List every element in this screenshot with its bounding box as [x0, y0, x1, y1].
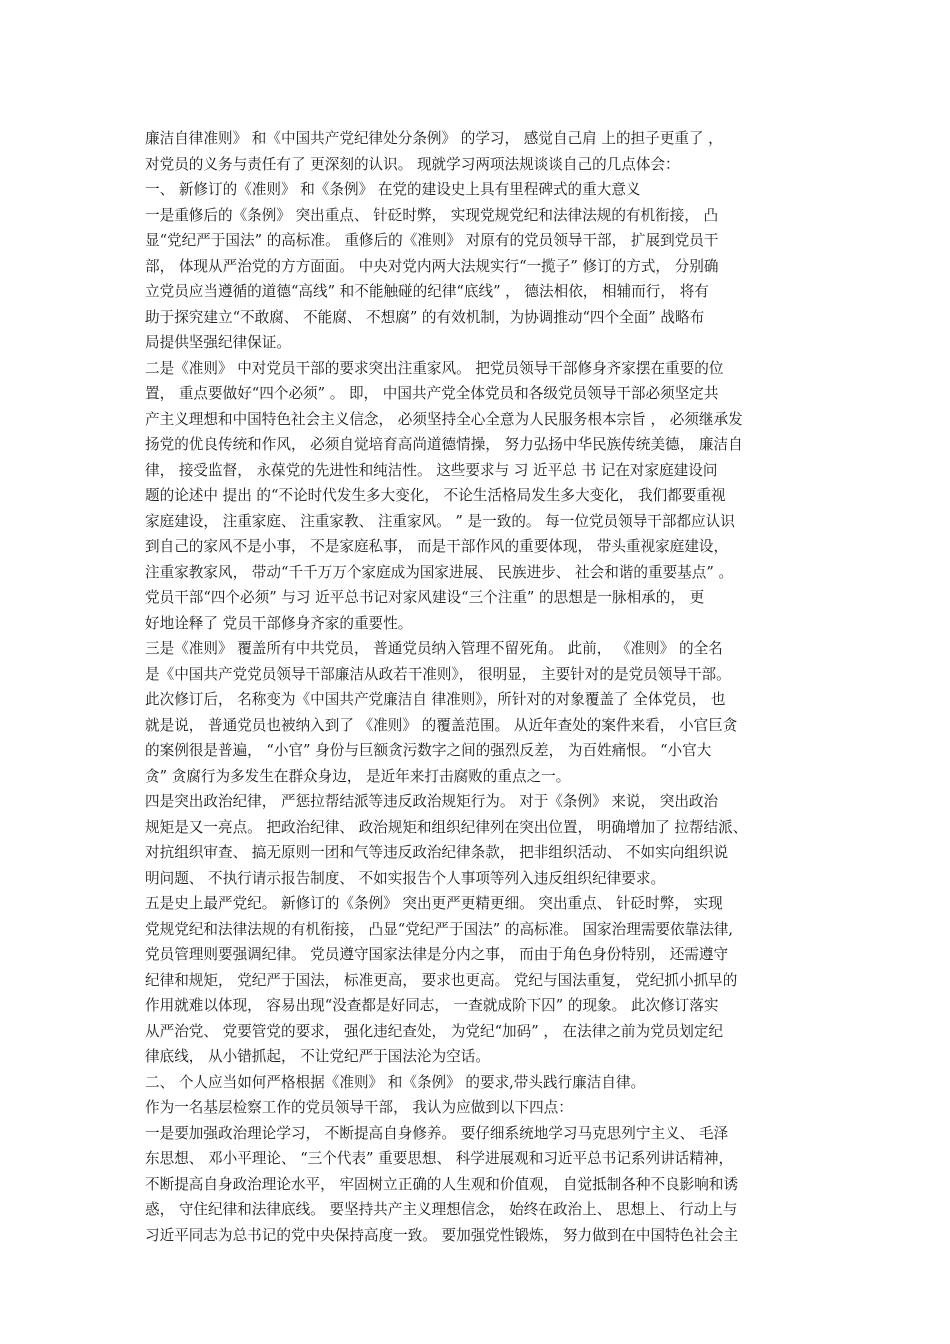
- section-heading: 二、 个人应当如何严格根据《准则》 和《条例》 的要求,带头践行廉洁自律。: [145, 1073, 646, 1091]
- text-line: 党规党纪和法律法规的有机衔接， 凸显“党纪严于国法” 的高标准。 国家治理需要依靠法律,: [145, 920, 734, 938]
- text-line: 廉洁自律准则》 和《中国共产党纪律处分条例》 的学习， 感觉自己肩 上的担子更重了 ，: [145, 130, 723, 147]
- text-line: 题的论述中 提出 的“不论时代发生多大变化， 不论生活格局发生多大变化， 我们都要重视: [145, 487, 726, 504]
- text-line: 作为一名基层检察工作的党员领导干部， 我认为应做到以下四点：: [145, 1099, 573, 1116]
- text-line: 律底线， 从小错抓起， 不让党纪严于国法沦为空话。: [145, 1048, 490, 1065]
- text-line: 对抗组织审查、 搞无原则一团和气等违反政治纪律条款， 把非组织活动、 不如实向组织说: [145, 844, 729, 861]
- text-line: 惑， 守住纪律和法律底线。 要坚持共产主义理想信念， 始终在政治上、 思想上、 行动上与: [145, 1201, 738, 1218]
- text-line: 东思想、 邓小平理论、 “三个代表” 重要思想、 科学进展观和习近平总书记系列讲话精神，: [145, 1150, 734, 1167]
- text-line: 好地诠释了 党员干部修身齐家的重要性。: [145, 614, 413, 632]
- text-line: 立党员应当遵循的道德“高线” 和不能触碰的纪律“底线” ， 德法相依， 相辅而行， 将有: [145, 283, 709, 300]
- text-line: 到自己的家风不是小事， 不是家庭私事， 而是干部作风的重要体现， 带头重视家庭建设，: [145, 538, 729, 555]
- text-line: 党员干部“四个必须” 与习 近平总书记对家风建设“三个注重” 的思想是一脉相承的， 更: [145, 589, 705, 606]
- text-line: 贪” 贪腐行为多发生在群众身边， 是近年来打击腐败的重点之一。: [145, 767, 571, 785]
- text-line: 一是要加强政治理论学习， 不断提高自身修养。 要仔细系统地学习马克思列宁主义、 毛泽: [145, 1124, 729, 1142]
- text-line: 三是《准则》 覆盖所有中共党员， 普通党员纳入管理不留死角。 此前， 《准则》 的全名: [145, 640, 723, 657]
- document-body: [145, 126, 813, 1248]
- text-line: 扬党的优良传统和作风， 必须自觉培育高尚道德情操， 努力弘扬中华民族传统美德， 廉洁自: [145, 436, 743, 453]
- text-line: 是《中国共产党党员领导干部廉洁从政若干准则》， 很明显， 主要针对的是党员领导干部。: [145, 665, 731, 683]
- text-line: 习近平同志为总书记的党中央保持高度一致。 要加强党性锻炼， 努力做到在中国特色社会主: [145, 1226, 739, 1244]
- text-line: 不断提高自身政治理论水平， 牢固树立正确的人生观和价值观， 自觉抵制各种不良影响和诱: [145, 1175, 739, 1193]
- text-line: 五是史上最严党纪。 新修订的《条例》 突出更严更精更细。 突出重点、 针砭时弊， 实现: [145, 895, 723, 912]
- text-line: 对党员的义务与责任有了 更深刻的认识。 现就学习两项法规谈谈自己的几点体会：: [145, 155, 680, 173]
- text-line: 显“党纪严于国法” 的高标准。 重修后的《准则》 对原有的党员领导干部， 扩展到党员干: [145, 232, 719, 249]
- text-line: 家庭建设， 注重家庭、 注重家教、 注重家风。 ” 是一致的。 每一位党员领导干部都应认识: [145, 512, 735, 530]
- text-line: 产主义理想和中国特色社会主义信念， 必须坚持全心全意为人民服务根本宗旨 ， 必须继承发: [145, 410, 743, 428]
- text-line: 助于探究建立“不敢腐、 不能腐、 不想腐” 的有效机制，为协调推动“四个全面” 战略布: [145, 308, 705, 326]
- text-line: 就是说， 普通党员也被纳入到了 《准则》 的覆盖范围。 从近年查处的案件来看， 小官巨贪: [145, 716, 738, 734]
- text-line: 此次修订后， 名称变为《中国共产党廉洁自 律准则》，所针对的对象覆盖了 全体党员， 也: [145, 691, 726, 708]
- text-line: 律， 接受监督， 永葆党的先进性和纯洁性。 这些要求与 习 近平总 书 记在对家庭建设问: [145, 461, 718, 479]
- text-line: 四是突出政治纪律， 严惩拉帮结派等违反政治规矩行为。 对于《条例》 来说， 突出政治: [145, 793, 719, 810]
- text-line: 的案例很是普遍， “小官” 身份与巨额贪污数字之间的强烈反差， 为百姓痛恨。 “小官大: [145, 742, 712, 759]
- section-heading: 一、 新修订的《准则》 和《条例》 在党的建设史上具有里程碑式的重大意义: [145, 181, 641, 198]
- text-line: 党员管理则要强调纪律。 党员遵守国家法律是分内之事， 而由于角色身份特别， 还需遵守: [145, 946, 729, 963]
- text-line: 纪律和规矩， 党纪严于国法， 标准更高， 要求也更高。 党纪与国法重复， 党纪抓小抓早的: [145, 971, 738, 989]
- text-line: 局提供坚强纪律保证。: [145, 334, 291, 351]
- text-line: 作用就难以体现， 容易出现“没查都是好同志， 一查就成阶下囚” 的现象。 此次修订落实: [145, 997, 719, 1014]
- text-line: 置， 重点要做好“四个必须” 。 即， 中国共产党全体党员和各级党员领导干部必须坚定共: [145, 385, 719, 402]
- text-line: 一是重修后的《条例》 突出重点、 针砭时弊， 实现党规党纪和法律法规的有机衔接， 凸: [145, 206, 719, 224]
- text-line: 部， 体现从严治党的方方面面。 中央对党内两大法规实行“一揽子” 修订的方式， 分别确: [145, 257, 719, 275]
- text-line: 明问题、 不执行请示报告制度、 不如实报告个人事项等列入违反组织纪律要求。: [145, 869, 666, 887]
- text-line: 二是《准则》 中对党员干部的要求突出注重家风。 把党员领导干部修身齐家摆在重要的位: [145, 359, 724, 377]
- text-line: 注重家教家风， 带动“千千万万个家庭成为国家进展、 民族进步、 社会和谐的重要基点” 。: [145, 563, 734, 581]
- text-line: 规矩是又一亮点。 把政治纪律、 政治规矩和组织纪律列在突出位置， 明确增加了 拉帮结派、: [145, 818, 748, 836]
- text-line: 从严治党、 党要管党的要求， 强化违纪查处， 为党纪“加码” ， 在法律之前为党员划定纪: [145, 1022, 724, 1040]
